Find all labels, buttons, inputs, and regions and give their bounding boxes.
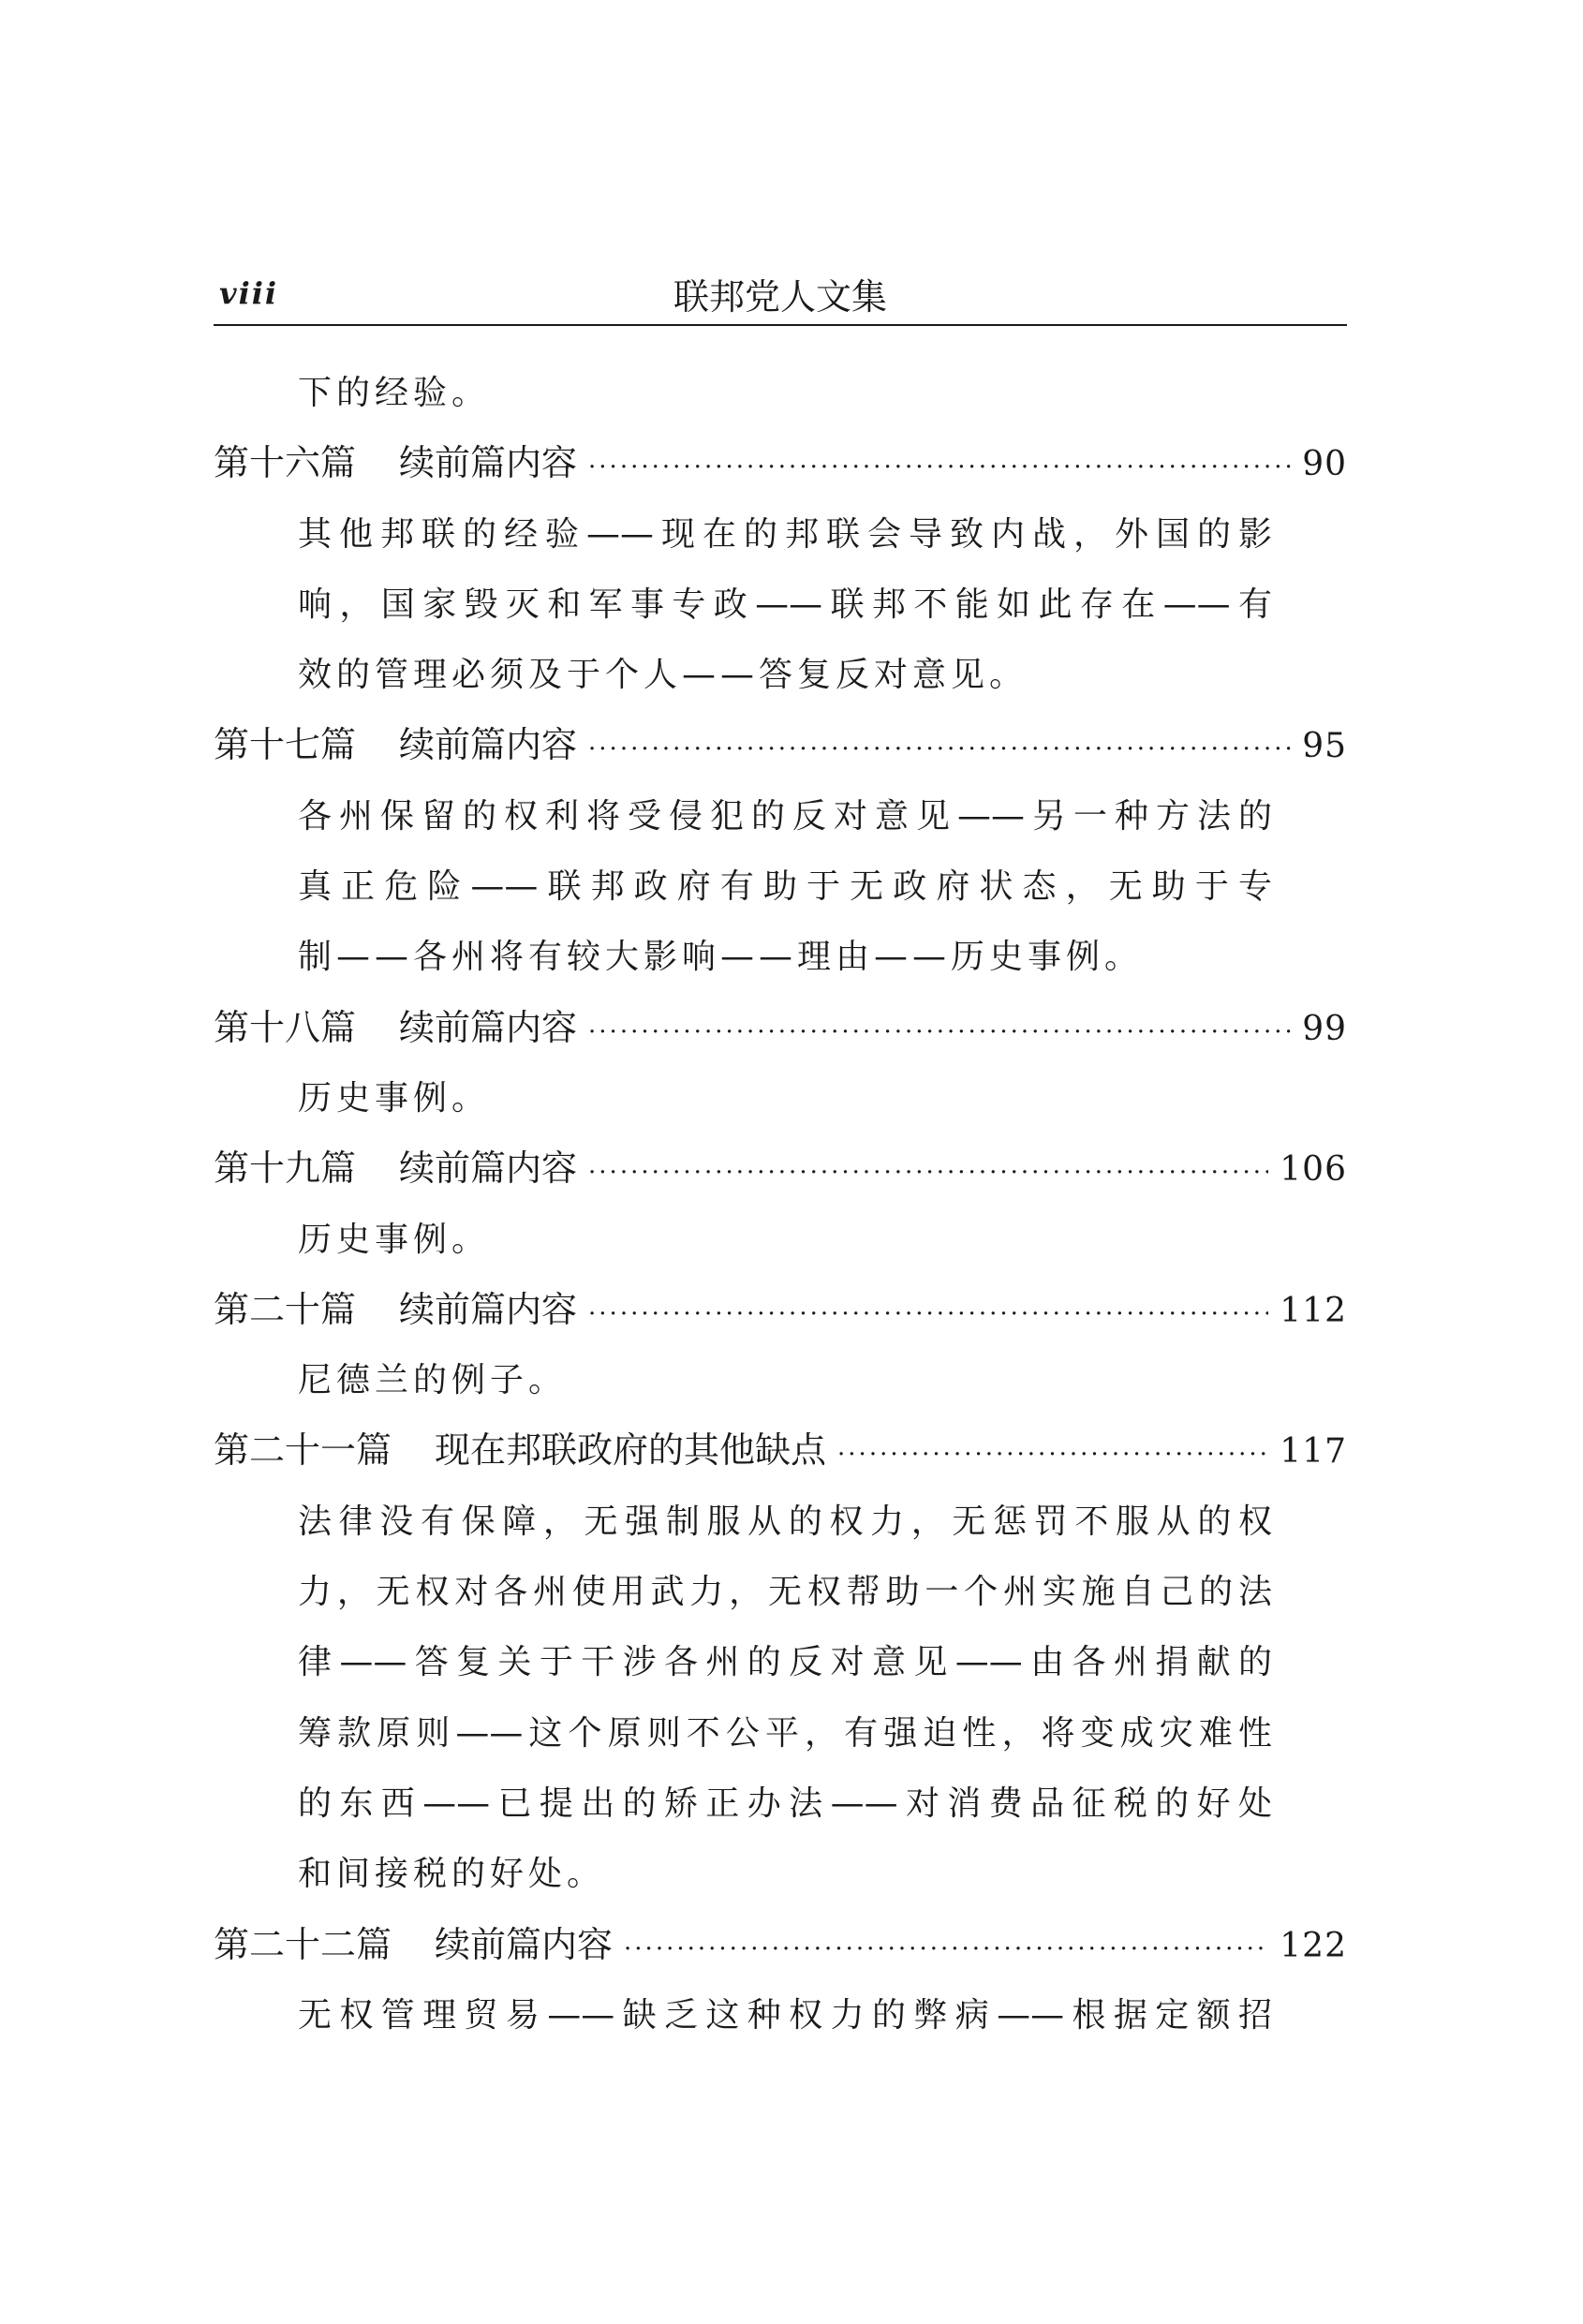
entry-number: 第二十篇 <box>214 1288 357 1330</box>
book-title: 联邦党人文集 <box>673 276 887 318</box>
entry-number: 第二十二篇 <box>214 1923 392 1965</box>
entry-summary-line: 筹款原则——这个原则不公平，有强迫性，将变成灾难性 <box>298 1713 1272 1753</box>
toc-entry <box>214 993 1347 1063</box>
entry-summary-line: 历史事例。 <box>298 1220 491 1259</box>
entry-number: 第十八篇 <box>214 1006 357 1048</box>
entry-summary-line: 响，国家毁灭和军事专政——联邦不能如此存在——有 <box>298 585 1272 624</box>
entry-summary-line: 力，无权对各州使用武力，无权帮助一个州实施自己的法 <box>298 1573 1272 1612</box>
entry-number: 第十六篇 <box>214 442 357 484</box>
entry-number: 第十七篇 <box>214 724 357 766</box>
entry-summary-line: 律——答复关于干涉各州的反对意见——由各州捐献的 <box>298 1643 1272 1682</box>
running-header <box>214 268 1347 324</box>
toc-entry <box>214 428 1347 498</box>
entry-page-number: 95 <box>1302 727 1347 766</box>
dot-leader <box>588 715 1291 785</box>
entry-title: 现在邦联政府的其他缺点 <box>435 1429 827 1472</box>
entry-title: 续前篇内容 <box>399 1147 578 1190</box>
entry-summary-line: 无权管理贸易——缺乏这种权力的弊病——根据定额招 <box>298 1995 1272 2035</box>
dot-leader <box>588 998 1291 1068</box>
page-number: viii <box>219 275 279 311</box>
entry-summary-line: 尼德兰的例子。 <box>298 1361 568 1400</box>
entry-summary-line: 历史事例。 <box>298 1078 491 1118</box>
entry-title: 续前篇内容 <box>399 1288 578 1330</box>
entry-summary-line: 效的管理必须及于个人——答复反对意见。 <box>298 656 1028 695</box>
entry-page-number: 99 <box>1302 1009 1347 1048</box>
dot-leader <box>624 1915 1268 1985</box>
toc-entry <box>214 710 1347 780</box>
toc-entry <box>214 1415 1347 1486</box>
dot-leader <box>837 1420 1268 1490</box>
entry-page-number: 122 <box>1280 1926 1347 1965</box>
entry-summary-line: 下的经验。 <box>298 374 491 412</box>
dot-leader <box>588 433 1291 503</box>
entry-number: 第十九篇 <box>214 1147 357 1190</box>
entry-number: 第二十一篇 <box>214 1429 392 1472</box>
entry-page-number: 106 <box>1280 1150 1347 1190</box>
entry-summary-line: 和间接税的好处。 <box>298 1855 606 1894</box>
entry-title: 续前篇内容 <box>435 1923 614 1965</box>
dot-leader <box>588 1280 1268 1350</box>
entry-summary-line: 制——各州将有较大影响——理由——历史事例。 <box>298 938 1144 977</box>
entry-summary-line: 真正危险——联邦政府有助于无政府状态，无助于专 <box>298 867 1272 907</box>
entry-summary-line: 其他邦联的经验——现在的邦联会导致内战，外国的影 <box>298 514 1272 554</box>
entry-summary-line: 法律没有保障，无强制服从的权力，无惩罚不服从的权 <box>298 1502 1272 1541</box>
entry-title: 续前篇内容 <box>399 1006 578 1048</box>
header-rule <box>214 324 1347 326</box>
entry-summary-line: 的东西——已提出的矫正办法——对消费品征税的好处 <box>298 1784 1272 1823</box>
entry-summary-line: 各州保留的权利将受侵犯的反对意见——另一种方法的 <box>298 796 1272 836</box>
dot-leader <box>588 1138 1268 1208</box>
entry-title: 续前篇内容 <box>399 442 578 484</box>
toc-entry <box>214 1910 1347 1980</box>
table-of-contents <box>214 358 1347 2050</box>
toc-entry <box>214 1275 1347 1345</box>
entry-page-number: 117 <box>1280 1432 1347 1472</box>
entry-page-number: 112 <box>1280 1291 1347 1330</box>
toc-entry <box>214 1133 1347 1204</box>
entry-title: 续前篇内容 <box>399 724 578 766</box>
entry-page-number: 90 <box>1302 445 1347 484</box>
